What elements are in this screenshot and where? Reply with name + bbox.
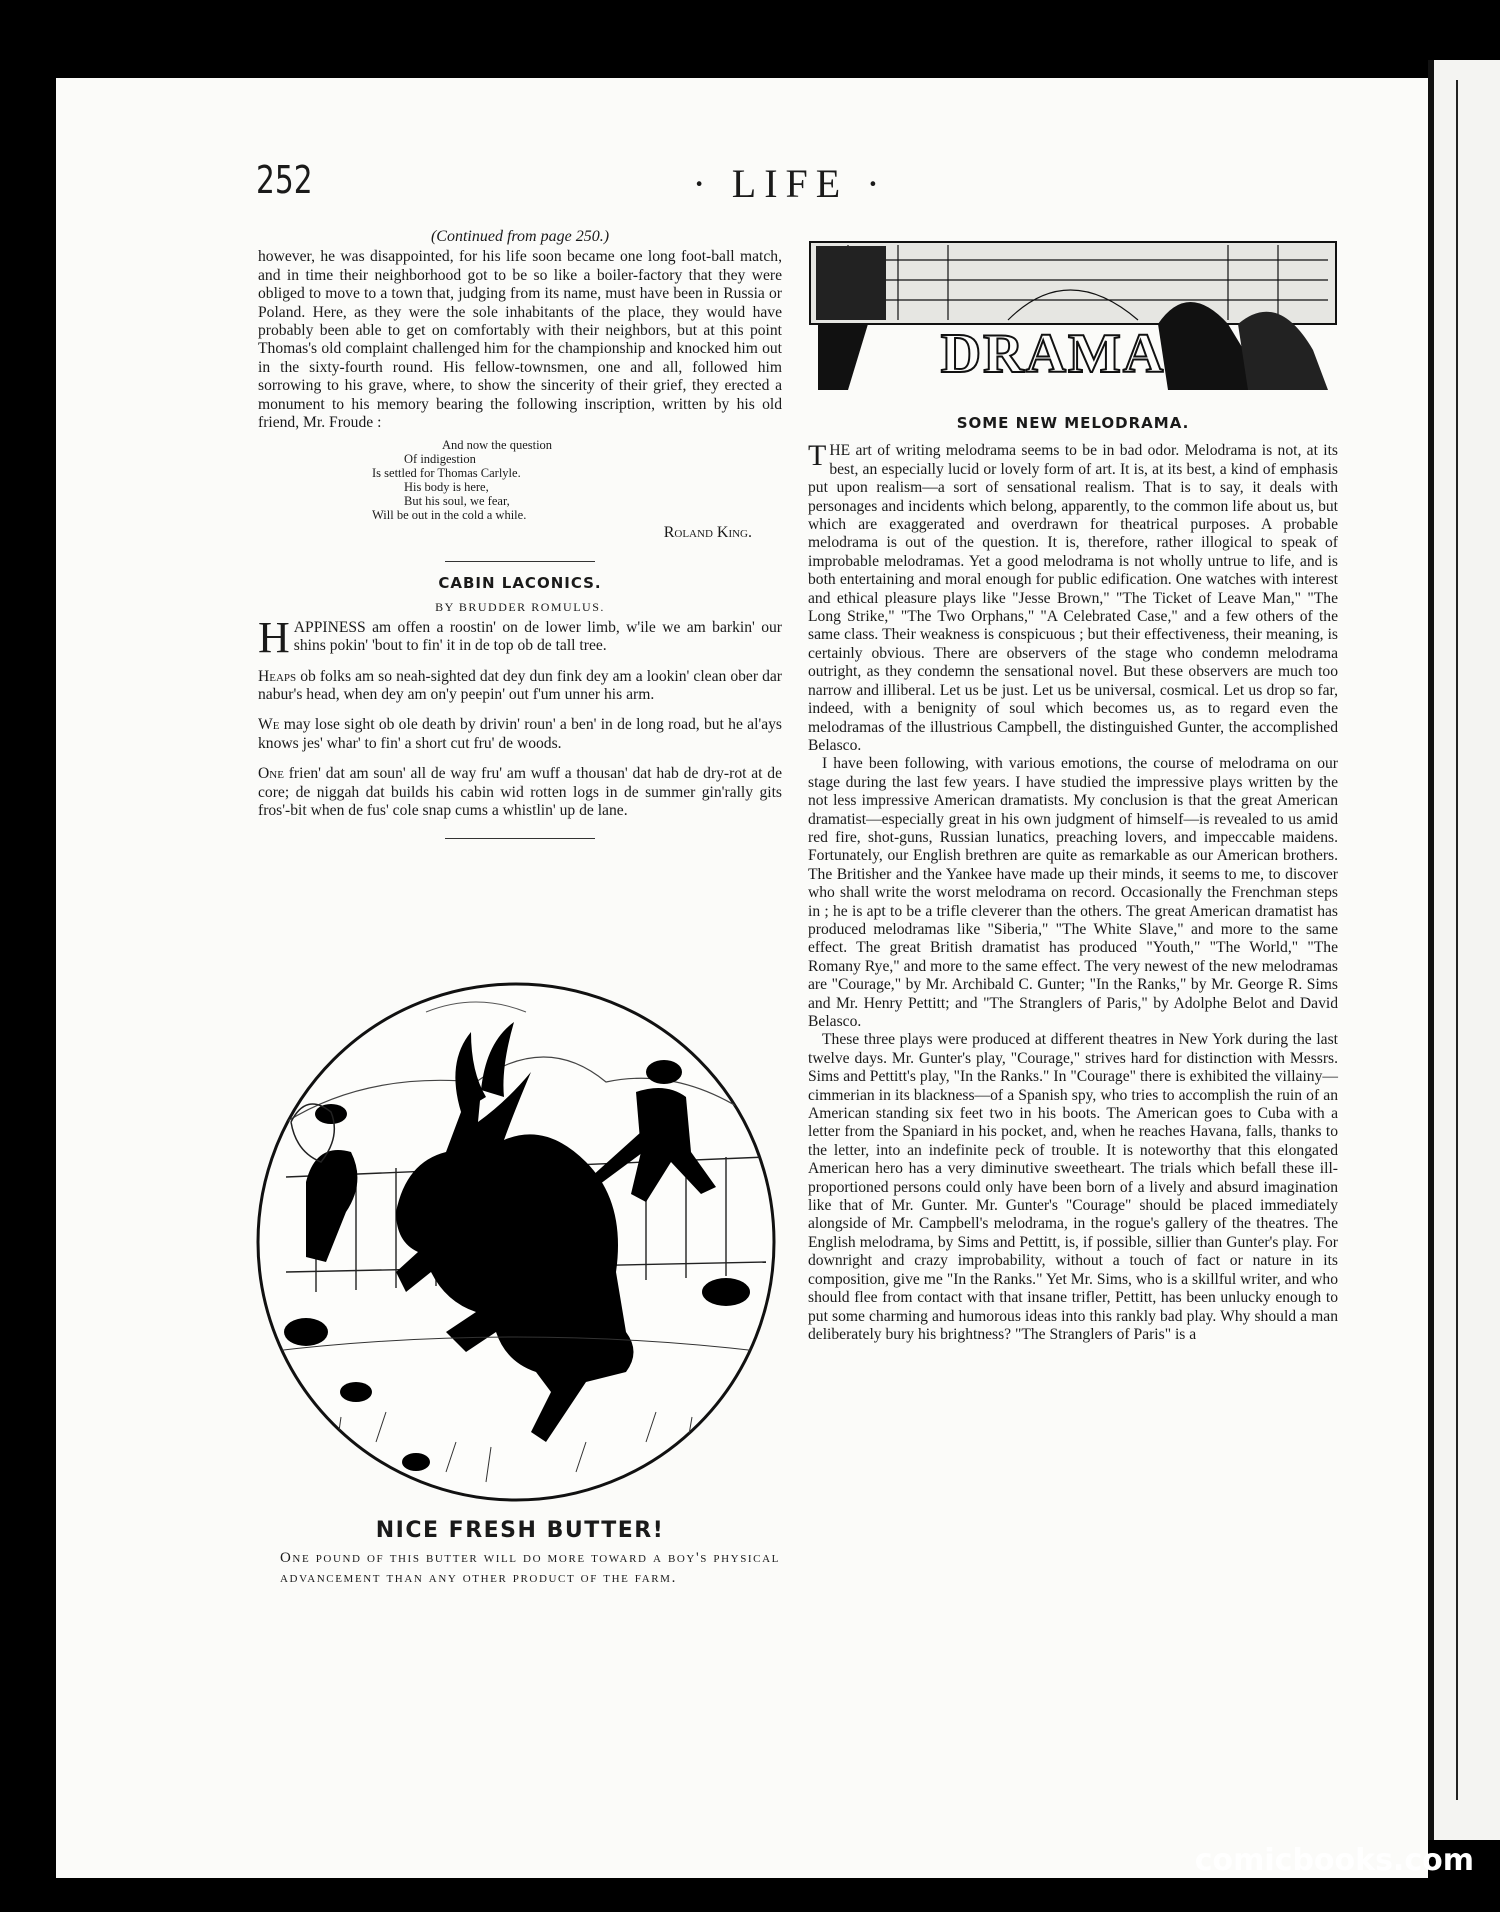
melodrama-paragraph: THE art of writing melodrama seems to be in bad odor. Melodrama is not, at its best, an especially lucid or lovely form of art. It is, at its best, a kind of emphasis put upon realism—a sort of sensational realism. That is to say, it deals with personages and incidents which belong, apparently, to the common life about us, but which are exaggerated and overdrawn for theatrical purposes. A probable melodrama is out of the question. It is, therefore, rather illogical to speak of improbable melodramas. Yet a good melodrama is not wholly untrue to life, and is both entertaining and moral enough for public edification. One watches with interest and ethical pleasure plays like "Jesse Brown," "The Ticket of Leave Man," "The Long Strike," "The Two Orphans," "A Celebrated Case," and a few others of the same class. Their weakness is conspicuous ; but their effectiveness, their meaning, is certainly obvious. There are observers of the stage who condemn melodrama outright, as they condemn the sensational novel. But these observers are much too narrow and illiberal. Let us be just. Let us be universal, cosmical. Let us drop so far, indeed, with a benignity of soul which becomes us, as to regard even the melodramas of the illustrious Campbell, the distinguished Gunter, the accomplished Belasco. (808, 439, 1338, 754)
cartoon-title: NICE FRESH BUTTER! (375, 1518, 665, 1543)
poem-line: His body is here, (404, 480, 489, 495)
continued-note: (Continued from page 250.) (430, 228, 610, 245)
laconics-title: CABIN LACONICS. (438, 573, 602, 592)
poem-line: Will be out in the cold a while. (372, 508, 527, 523)
laconics-paragraph: One frien' dat am soun' all de way fru' am wuff a thousan' dat hab de dry-rot at de core; de niggah dat builds his cabin wid rotten logs in de summer gin'rally gits fros'-bit when de fus' cole snap cums a whistlin' up de lane. (258, 765, 782, 819)
site-watermark: comicbooks.com (1194, 1843, 1474, 1878)
right-column (808, 240, 1338, 1344)
melodrama-paragraph: These three plays were produced at different theatres in New York during the last twelve days. Mr. Gunter's play, "Courage," strives hard for distinction with Messrs. Sims and Pettitt's play, "In the Ranks." In "Courage" there is exhibited the villainy—cimmerian in its blackness—of a Spanish spy, who tries to accomplish the ruin of an American standing six feet two in his boots. The American goes to Cuba with a letter from the Spaniard in his pocket, and, when he reaches Havana, falls, thanks to the letter, into an indefinite peck of trouble. It is noteworthy that this elongated American hero has a very diminutive sweetheart. The trials which befall these ill-proportioned persons could only have been born of a lively and absurd imagination like that of Mr. Gunter. Mr. Gunter's "Courage" should be placed immediately alongside of Mr. Campbell's melodrama, in the rogue's gallery of the theatres. The English melodrama, by Sims and Pettitt, is, if possible, sillier than Gunter's play. For downright and crazy improbability, without a touch of fact or nature in its composition, give me "In the Ranks." Yet Mr. Sims, who is a skillful writer, and who should flee from contact with that insane trifler, Pettitt, has been unlucky enough to put some charming and humorous ideas into this rankly bad play. Why should a man deliberately bury his brightness? "The Stranglers of Paris" is a (808, 1031, 1338, 1343)
laconics-paragraph: Heaps ob folks am so neah-sighted dat dey dun fink dey am a lookin' clean ober dar nabur's head, when dey am on'y peepin' out f'um unner his arm. (258, 667, 782, 703)
drama-banner-illustration (808, 240, 1338, 400)
laconics-byline: BY BRUDDER ROMULUS. (435, 600, 605, 615)
left-column (258, 228, 782, 851)
drama-banner-word: DRAMA (940, 323, 1166, 385)
laconics-paragraph: We may lose sight ob ole death by drivin' roun' a ben' in de long road, but he al'ays knows jes' whar' to fin' a short cut fru' de woods. (258, 716, 782, 752)
poem-line: And now the question (442, 438, 553, 453)
section-divider (445, 561, 595, 562)
melodrama-paragraph: I have been following, with various emotions, the course of melodrama on our stage during the last few years. I have studied the impressive plays written by the not less impressive American dramatists. My conclusion is that the great American dramatist—especially great in his own judgment of himself—is revealed to us amid red fire, shot-guns, Russian lunatics, preaching lovers, and impeccable maidens. Fortunately, our English brethren are quite as remarkable as our American brothers. The Britisher and the Yankee have made up their minds, it seems to me, to discover who shall write the worst melodrama on record. Occasionally the Frenchman steps in ; he is apt to be a trifle cleverer than the others. The great American dramatist has produced melodramas like "Siberia," "The White Slave," and more to the same effect. The great British dramatist has produced "Youth," "The World," "The Romany Rye," and more to the same effect. The very newest of the new melodramas are "Courage," by Mr. Archibald C. Gunter; "In the Ranks," by Mr. George R. Sims and Mr. Henry Pettitt; and "The Stranglers of Paris," by Adolphe Belot and David Belasco. (808, 755, 1338, 1030)
continued-story-text: however, he was disappointed, for his life soon became one long foot-ball match, and in time their neighborhood got to be so like a boiler-factory that they were obliged to move to a town that, judging from its name, must have been in Russia or Poland. Here, as they were the sole inhabitants of the place, they would have probably been able to get on comfortably with their neighbors, but at this point Thomas's old complaint challenged him for the championship and knocked him out in the sixty-fourth round. His fellow-townsmen, one and all, followed him sorrowing to his grave, where, to show the sincerity of their grief, they erected a monument to his memory bearing the following inscription, written by his old friend, Mr. Froude : (258, 248, 782, 432)
section-divider (445, 838, 595, 839)
cartoon-caption: One pound of this butter will do more toward a boy's physical advancement than any other product of the farm. (280, 1550, 780, 1586)
next-page-edge (1428, 60, 1500, 1840)
goat-cartoon-illustration (246, 972, 786, 1512)
author-signature: Roland King. (663, 524, 752, 542)
masthead-title: · LIFE · (692, 161, 888, 206)
drop-cap: T (808, 439, 827, 473)
laconics-paragraph: HAPPINESS am offen a roostin' on de lower limb, w'ile we am barkin' our shins pokin' 'bout to fin' it in de top ob de tall tree. (258, 612, 782, 662)
poem-line: But his soul, we fear, (404, 494, 510, 509)
page-number: 252 (256, 158, 313, 202)
melodrama-title: SOME NEW MELODRAMA. (956, 414, 1190, 432)
poem-line: Of indigestion (404, 452, 476, 467)
drop-cap: H (258, 612, 290, 662)
poem-line: Is settled for Thomas Carlyle. (372, 466, 521, 481)
epitaph-poem (372, 438, 782, 523)
